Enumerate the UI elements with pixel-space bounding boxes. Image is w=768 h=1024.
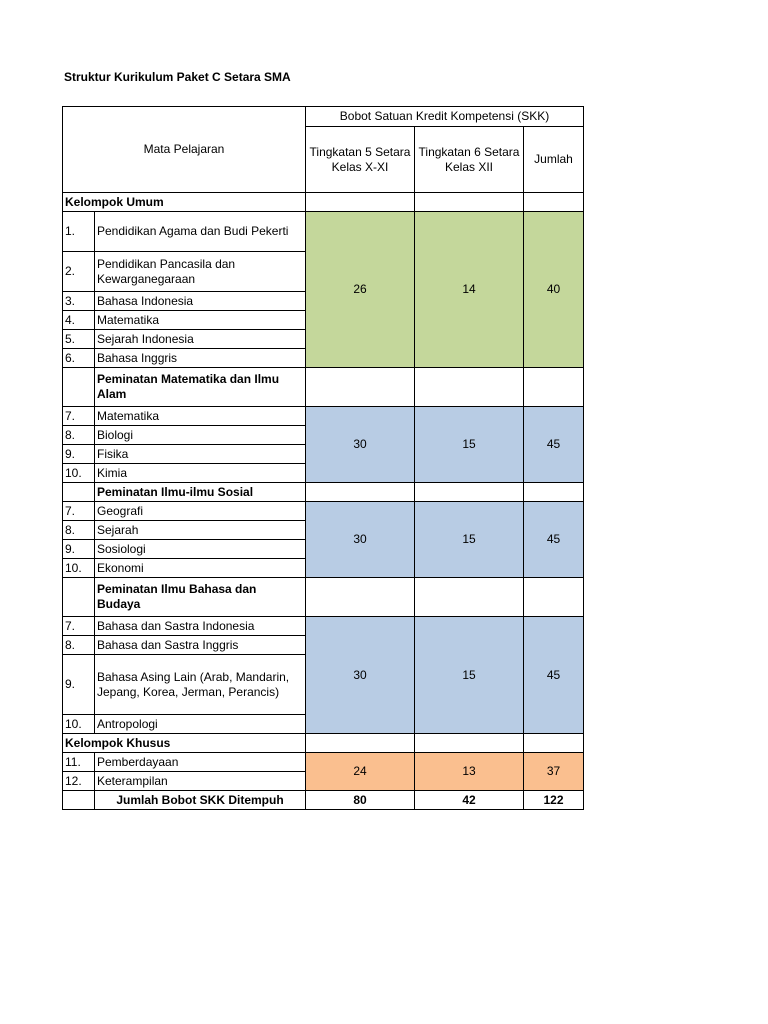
row-number: 5. xyxy=(63,330,95,349)
row-number: 10. xyxy=(63,464,95,483)
row-number: 8. xyxy=(63,636,95,655)
subject-name: Sejarah Indonesia xyxy=(95,330,306,349)
row-number: 4. xyxy=(63,311,95,330)
skk-level6-khusus: 13 xyxy=(415,753,524,791)
table-row xyxy=(63,407,584,426)
header-total: Jumlah xyxy=(524,127,584,193)
table-row xyxy=(63,753,584,772)
skk-level6-ips: 15 xyxy=(415,502,524,578)
row-number: 7. xyxy=(63,407,95,426)
skk-total-ips: 45 xyxy=(524,502,584,578)
row-number: 9. xyxy=(63,445,95,464)
skk-level6-umum: 14 xyxy=(415,212,524,368)
skk-level5-mipa: 30 xyxy=(306,407,415,483)
subject-name: Bahasa dan Sastra Inggris xyxy=(95,636,306,655)
group-label: Peminatan Ilmu-ilmu Sosial xyxy=(95,483,306,502)
subject-name: Ekonomi xyxy=(95,559,306,578)
header-level6: Tingkatan 6 Setara Kelas XII xyxy=(415,127,524,193)
skk-total-umum: 40 xyxy=(524,212,584,368)
subject-name: Sosiologi xyxy=(95,540,306,559)
row-number: 8. xyxy=(63,521,95,540)
row-number: 11. xyxy=(63,753,95,772)
group-row-mipa xyxy=(63,368,584,407)
table-row xyxy=(63,502,584,521)
header-subject: Mata Pelajaran xyxy=(63,107,306,193)
document-title: Struktur Kurikulum Paket C Setara SMA xyxy=(64,70,291,84)
table-row xyxy=(63,617,584,636)
total-level6: 42 xyxy=(415,791,524,810)
row-number: 1. xyxy=(63,212,95,252)
row-number: 12. xyxy=(63,772,95,791)
skk-total-bahasa: 45 xyxy=(524,617,584,734)
group-label: Peminatan Matematika dan Ilmu Alam xyxy=(95,368,306,407)
subject-name: Keterampilan xyxy=(95,772,306,791)
subject-name: Bahasa Asing Lain (Arab, Mandarin, Jepang, Korea, Jerman, Perancis) xyxy=(95,655,306,715)
group-row-bahasa xyxy=(63,578,584,617)
skk-level5-khusus: 24 xyxy=(306,753,415,791)
total-row xyxy=(63,791,584,810)
total-sum: 122 xyxy=(524,791,584,810)
header-skk-group: Bobot Satuan Kredit Kompetensi (SKK) xyxy=(306,107,584,127)
subject-name: Geografi xyxy=(95,502,306,521)
row-number: 3. xyxy=(63,292,95,311)
group-label: Kelompok Khusus xyxy=(63,734,306,753)
skk-level5-ips: 30 xyxy=(306,502,415,578)
row-number: 7. xyxy=(63,617,95,636)
row-number: 7. xyxy=(63,502,95,521)
group-row-khusus xyxy=(63,734,584,753)
total-level5: 80 xyxy=(306,791,415,810)
subject-name: Matematika xyxy=(95,407,306,426)
subject-name: Pemberdayaan xyxy=(95,753,306,772)
subject-name: Bahasa Indonesia xyxy=(95,292,306,311)
header-level5: Tingkatan 5 Setara Kelas X-XI xyxy=(306,127,415,193)
group-row-umum xyxy=(63,193,584,212)
group-label: Kelompok Umum xyxy=(63,193,306,212)
row-number: 6. xyxy=(63,349,95,368)
subject-name: Bahasa dan Sastra Indonesia xyxy=(95,617,306,636)
row-number: 9. xyxy=(63,655,95,715)
table-row xyxy=(63,212,584,252)
skk-total-mipa: 45 xyxy=(524,407,584,483)
subject-name: Sejarah xyxy=(95,521,306,540)
skk-level6-bahasa: 15 xyxy=(415,617,524,734)
subject-name: Antropologi xyxy=(95,715,306,734)
row-number: 2. xyxy=(63,252,95,292)
skk-level6-mipa: 15 xyxy=(415,407,524,483)
subject-name: Kimia xyxy=(95,464,306,483)
curriculum-table xyxy=(62,106,584,810)
skk-total-khusus: 37 xyxy=(524,753,584,791)
total-label: Jumlah Bobot SKK Ditempuh xyxy=(95,791,306,810)
skk-level5-umum: 26 xyxy=(306,212,415,368)
subject-name: Fisika xyxy=(95,445,306,464)
row-number: 9. xyxy=(63,540,95,559)
subject-name: Bahasa Inggris xyxy=(95,349,306,368)
subject-name: Matematika xyxy=(95,311,306,330)
row-number: 8. xyxy=(63,426,95,445)
row-number: 10. xyxy=(63,559,95,578)
subject-name: Biologi xyxy=(95,426,306,445)
skk-level5-bahasa: 30 xyxy=(306,617,415,734)
row-number: 10. xyxy=(63,715,95,734)
subject-name: Pendidikan Pancasila dan Kewarganegaraan xyxy=(95,252,306,292)
group-label: Peminatan Ilmu Bahasa dan Budaya xyxy=(95,578,306,617)
group-row-ips xyxy=(63,483,584,502)
subject-name: Pendidikan Agama dan Budi Pekerti xyxy=(95,212,306,252)
